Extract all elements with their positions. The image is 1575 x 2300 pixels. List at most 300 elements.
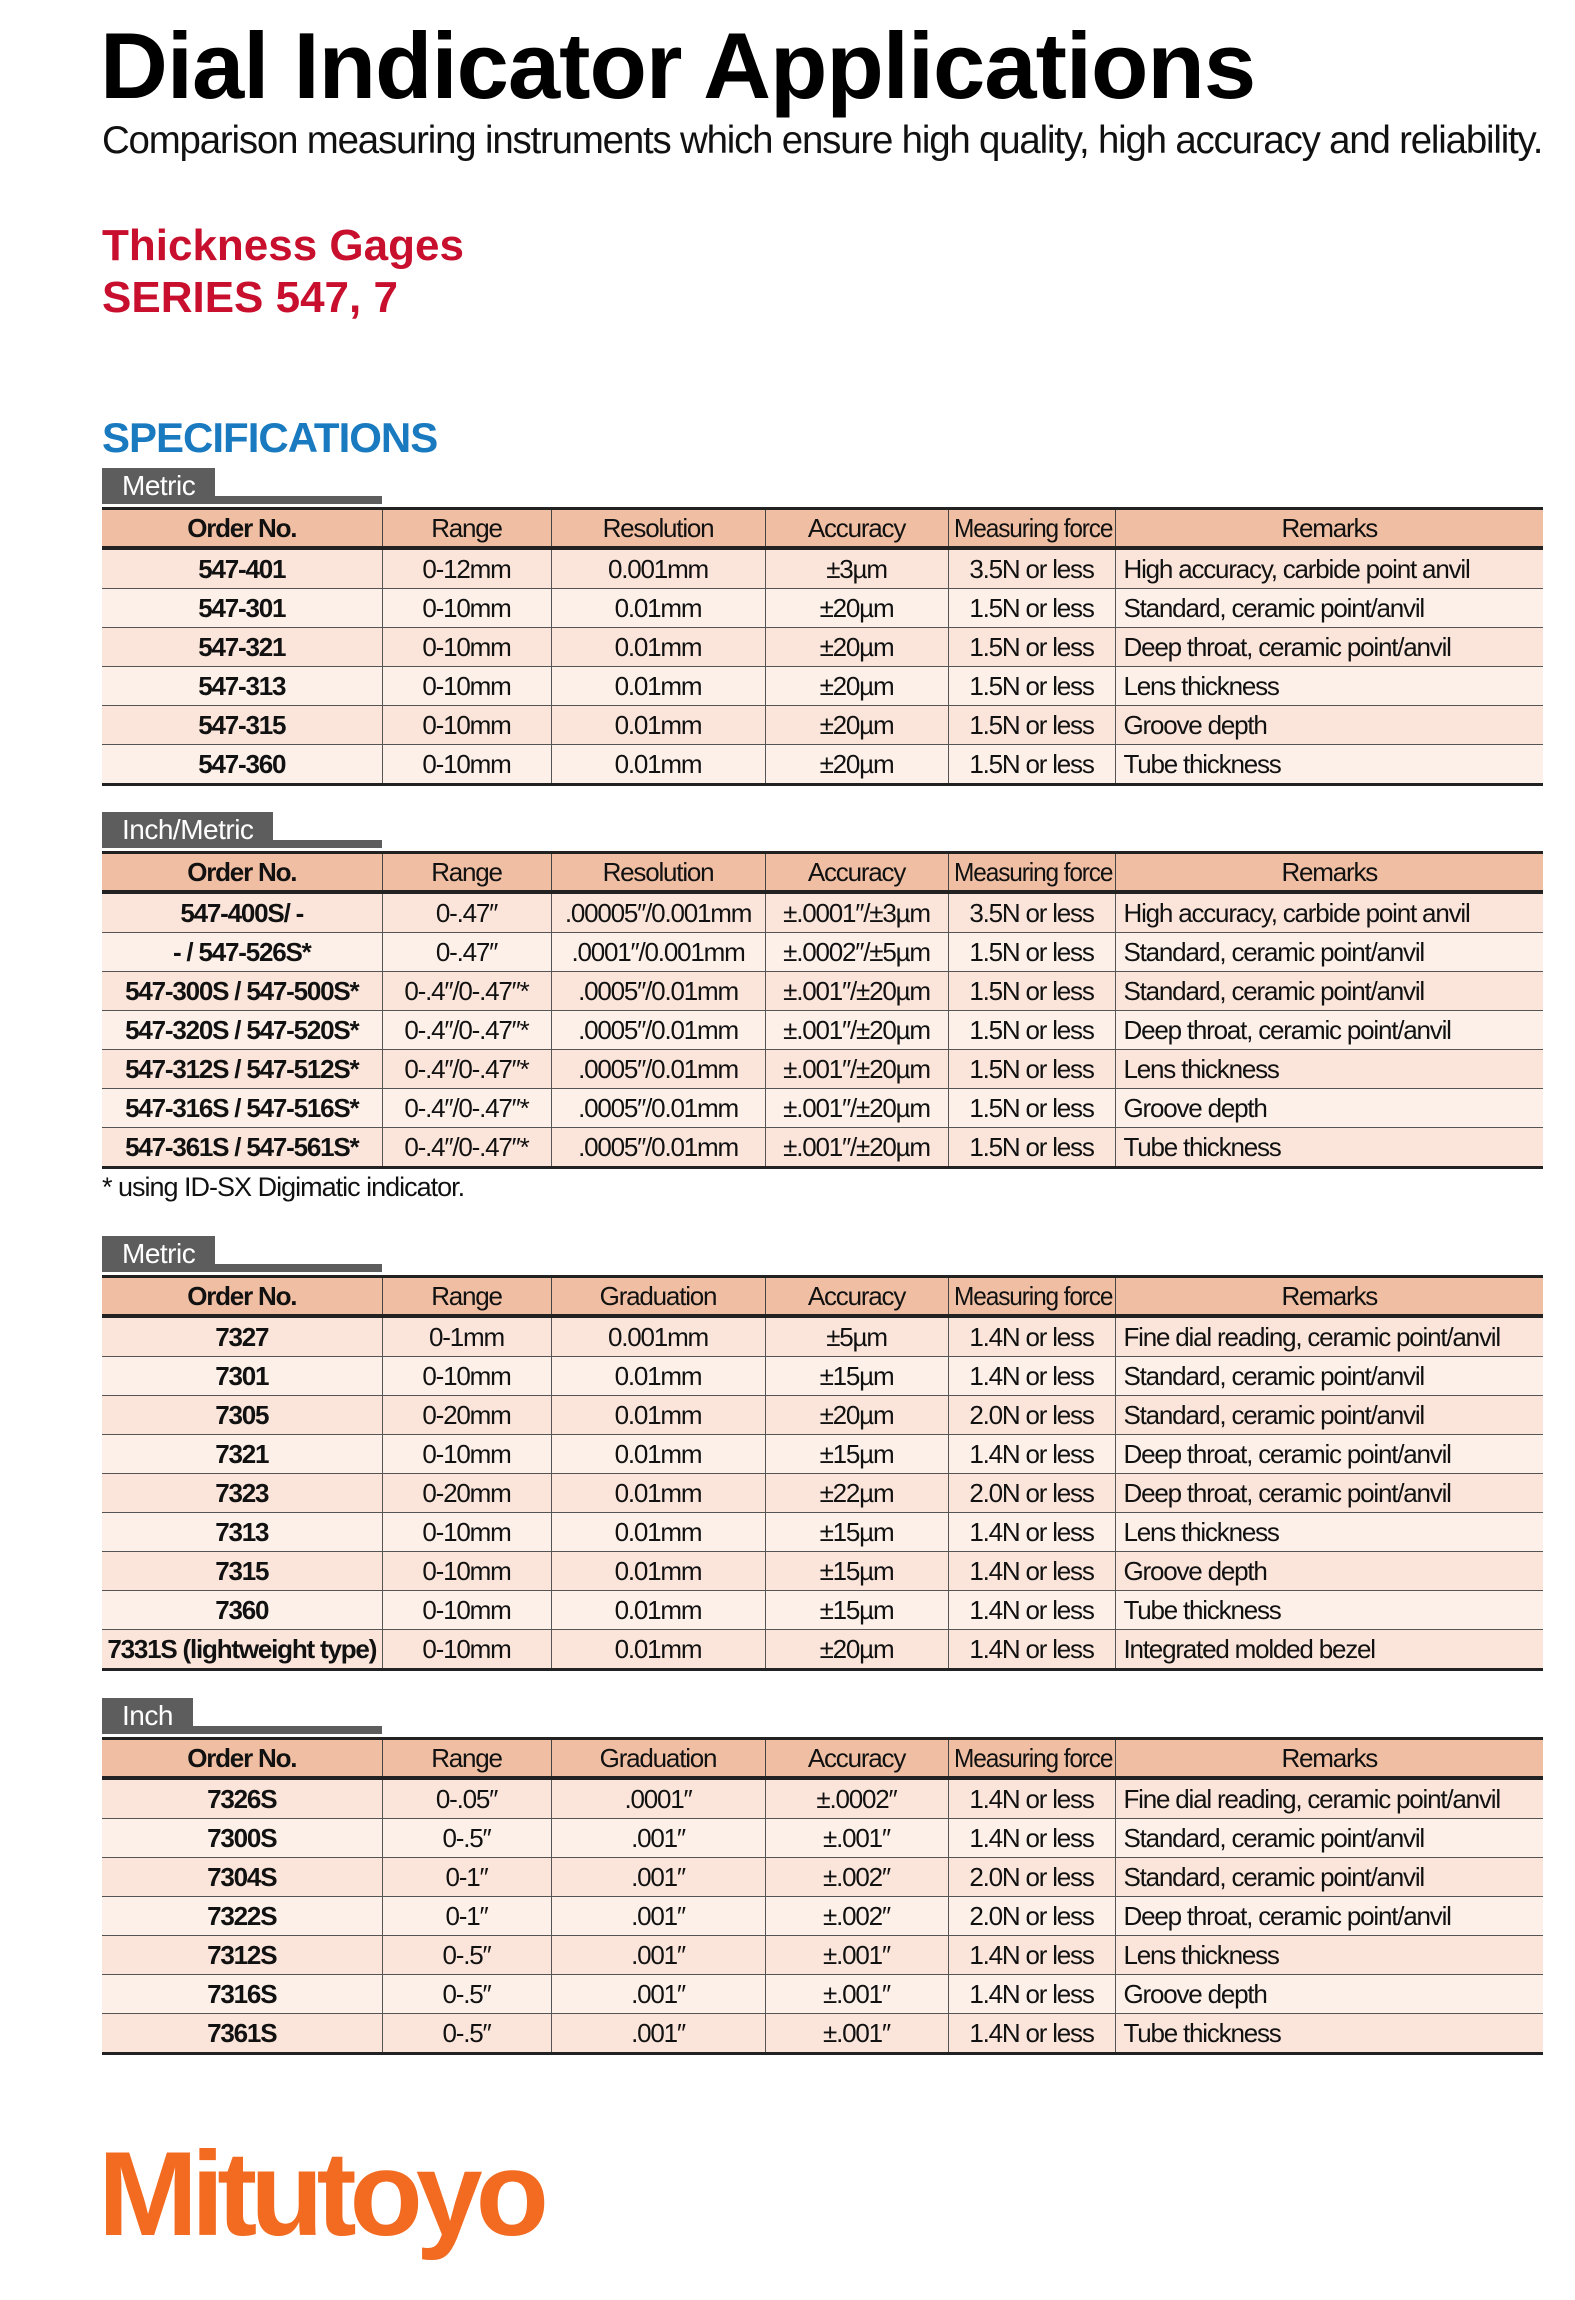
table-cell	[765, 667, 948, 706]
table-cell	[551, 1357, 765, 1396]
table-cell	[102, 706, 382, 745]
table-cell	[551, 548, 765, 589]
table-cell	[382, 1897, 551, 1936]
table-cell	[1115, 1897, 1543, 1936]
column-header	[765, 1277, 948, 1317]
cell-value: 0-.5″	[442, 1822, 491, 1853]
table-cell	[1115, 1357, 1543, 1396]
table-cell	[1115, 1089, 1543, 1128]
column-header	[948, 509, 1115, 549]
cell-value: 1.5N or less	[969, 709, 1094, 740]
cell-value: 547-400S/ -	[180, 897, 304, 928]
cell-value: 0-10mm	[422, 748, 511, 779]
cell-value: 0.01mm	[614, 1477, 702, 1508]
cell-value: ±22µm	[819, 1477, 894, 1508]
cell-value: 0.01mm	[614, 1516, 702, 1547]
table-cell	[948, 1089, 1115, 1128]
table-cell	[948, 1936, 1115, 1975]
table-cell	[948, 1435, 1115, 1474]
cell-value: .0005″/0.01mm	[578, 1131, 738, 1162]
table-cell	[382, 1630, 551, 1670]
table-cell	[102, 1897, 382, 1936]
table-cell	[1115, 1630, 1543, 1670]
table-cell	[765, 1396, 948, 1435]
cell-value: ±.001″	[823, 1978, 890, 2009]
cell-value: 547-321	[198, 631, 286, 662]
cell-value: 1.4N or less	[969, 1939, 1094, 1970]
cell-value: 7313	[215, 1516, 269, 1547]
section-label: Metric	[102, 1236, 215, 1272]
cell-value: 0-10mm	[422, 1633, 511, 1664]
table-cell	[1115, 892, 1543, 933]
table-cell	[765, 1050, 948, 1089]
table-row	[102, 1778, 1543, 1819]
table-cell	[382, 1050, 551, 1089]
cell-value: 0-1″	[445, 1900, 488, 1931]
cell-value: 0-1mm	[429, 1321, 504, 1352]
table-cell	[551, 1128, 765, 1168]
footnote: * using ID-SX Digimatic indicator.	[102, 1172, 465, 1202]
table-cell	[551, 1089, 765, 1128]
table-cell	[765, 1513, 948, 1552]
column-header-label: Range	[431, 512, 502, 543]
cell-value: ±.002″	[823, 1861, 890, 1892]
cell-value: 1.4N or less	[969, 1594, 1094, 1625]
cell-value: 7321	[215, 1438, 269, 1469]
table-cell	[551, 1513, 765, 1552]
table-cell	[765, 1975, 948, 2014]
column-header-label: Range	[431, 1280, 502, 1311]
table-cell	[765, 548, 948, 589]
table-row	[102, 589, 1543, 628]
column-header	[551, 509, 765, 549]
table-cell	[1115, 667, 1543, 706]
table-cell	[948, 1975, 1115, 2014]
cell-value: .0005″/0.01mm	[578, 1092, 738, 1123]
column-header-label: Range	[431, 856, 502, 887]
column-header	[948, 1277, 1115, 1317]
table-cell	[102, 548, 382, 589]
cell-value: Integrated molded bezel	[1123, 1633, 1375, 1664]
cell-value: 547-401	[198, 553, 286, 584]
table-cell	[948, 2014, 1115, 2054]
table-cell	[102, 1396, 382, 1435]
column-header-label: Graduation	[599, 1280, 717, 1311]
table-cell	[1115, 1936, 1543, 1975]
section-label: Inch/Metric	[102, 812, 273, 848]
table-cell	[551, 1552, 765, 1591]
table-cell	[102, 1128, 382, 1168]
table-row	[102, 1089, 1543, 1128]
spec-table-7-inch	[102, 1737, 1543, 2055]
cell-value: ±3µm	[826, 553, 887, 584]
cell-value: ±.0002″/±5µm	[783, 936, 930, 967]
cell-value: Tube thickness	[1123, 1131, 1281, 1162]
table-row	[102, 1050, 1543, 1089]
column-header	[551, 1739, 765, 1779]
table-cell	[102, 1858, 382, 1897]
column-header-label: Order No.	[187, 1742, 297, 1773]
column-header-label: Accuracy	[807, 512, 906, 543]
table-cell	[765, 1819, 948, 1858]
cell-value: Fine dial reading, ceramic point/anvil	[1123, 1321, 1500, 1352]
section-tag-inch-metric	[102, 812, 382, 848]
table-cell	[102, 1316, 382, 1357]
table-cell	[1115, 1819, 1543, 1858]
cell-value: 0-12mm	[422, 553, 511, 584]
mitutoyo-logo: Mitutoyo	[98, 2127, 542, 2261]
table-cell	[382, 1591, 551, 1630]
cell-value: ±.001″/±20µm	[783, 1014, 930, 1045]
cell-value: Standard, ceramic point/anvil	[1123, 1360, 1424, 1391]
cell-value: 0-10mm	[422, 631, 511, 662]
cell-value: 0.01mm	[614, 631, 702, 662]
cell-value: 547-316S / 547-516S*	[125, 1092, 359, 1123]
cell-value: ±5µm	[826, 1321, 887, 1352]
table-cell	[1115, 1128, 1543, 1168]
specifications-heading: SPECIFICATIONS	[102, 414, 438, 461]
table-cell	[1115, 1474, 1543, 1513]
cell-value: 1.5N or less	[969, 748, 1094, 779]
table-cell	[382, 1011, 551, 1050]
column-header	[551, 1277, 765, 1317]
table-cell	[102, 972, 382, 1011]
table-cell	[551, 892, 765, 933]
cell-value: 0-20mm	[422, 1399, 511, 1430]
table-cell	[1115, 1396, 1543, 1435]
cell-value: .001″	[631, 1861, 685, 1892]
cell-value: 0-10mm	[422, 1555, 511, 1586]
cell-value: 1.4N or less	[969, 1321, 1094, 1352]
cell-value: 0.01mm	[614, 1555, 702, 1586]
table-cell	[948, 892, 1115, 933]
column-header-label: Graduation	[599, 1742, 717, 1773]
table-cell	[765, 892, 948, 933]
cell-value: 1.4N or less	[969, 1822, 1094, 1853]
column-header-label: Accuracy	[807, 856, 906, 887]
cell-value: .001″	[631, 2017, 685, 2048]
table-cell	[765, 628, 948, 667]
cell-value: ±.001″/±20µm	[783, 1131, 930, 1162]
cell-value: .0005″/0.01mm	[578, 1053, 738, 1084]
table-header-row	[102, 853, 1543, 893]
table-cell	[382, 589, 551, 628]
table-row	[102, 972, 1543, 1011]
table-header-row	[102, 1277, 1543, 1317]
table-row	[102, 1435, 1543, 1474]
table-row	[102, 1552, 1543, 1591]
table-row	[102, 548, 1543, 589]
table-cell	[551, 1591, 765, 1630]
table-row	[102, 933, 1543, 972]
table-cell	[551, 1975, 765, 2014]
cell-value: 0.01mm	[614, 1633, 702, 1664]
table-row	[102, 706, 1543, 745]
table-cell	[102, 1975, 382, 2014]
table-cell	[382, 706, 551, 745]
table-cell	[948, 1513, 1115, 1552]
table-cell	[102, 745, 382, 785]
table-cell	[551, 1050, 765, 1089]
cell-value: 1.5N or less	[969, 592, 1094, 623]
page-subtitle: Comparison measuring instruments which ensure high quality, high accuracy and reliability.	[102, 119, 1543, 162]
table-cell	[765, 706, 948, 745]
table-row	[102, 892, 1543, 933]
cell-value: 3.5N or less	[969, 897, 1094, 928]
cell-value: 1.4N or less	[969, 1783, 1094, 1814]
cell-value: 0.01mm	[614, 1438, 702, 1469]
table-cell	[1115, 2014, 1543, 2054]
table-cell	[765, 2014, 948, 2054]
cell-value: 0-10mm	[422, 709, 511, 740]
table-cell	[948, 628, 1115, 667]
cell-value: 7315	[215, 1555, 269, 1586]
table-cell	[551, 1897, 765, 1936]
column-header-label: Measuring force	[953, 1280, 1112, 1311]
table-cell	[765, 1316, 948, 1357]
cell-value: .0001″	[624, 1783, 692, 1814]
cell-value: 547-300S / 547-500S*	[125, 975, 359, 1006]
cell-value: 547-361S / 547-561S*	[125, 1131, 359, 1162]
cell-value: 1.5N or less	[969, 1053, 1094, 1084]
cell-value: ±.0002″	[816, 1783, 897, 1814]
table-cell	[382, 1936, 551, 1975]
column-header	[382, 853, 551, 893]
table-cell	[551, 1858, 765, 1897]
table-cell	[382, 1552, 551, 1591]
table-row	[102, 1128, 1543, 1168]
cell-value: 0-.5″	[442, 1978, 491, 2009]
table-cell	[382, 1128, 551, 1168]
table-cell	[102, 1936, 382, 1975]
table-cell	[551, 667, 765, 706]
cell-value: 2.0N or less	[969, 1477, 1094, 1508]
cell-value: 1.4N or less	[969, 1633, 1094, 1664]
table-cell	[102, 1552, 382, 1591]
cell-value: 0.01mm	[614, 709, 702, 740]
cell-value: 547-320S / 547-520S*	[125, 1014, 359, 1045]
cell-value: 7316S	[207, 1978, 277, 2009]
cell-value: 0.001mm	[608, 553, 708, 584]
cell-value: .0005″/0.01mm	[578, 1014, 738, 1045]
table-cell	[948, 1396, 1115, 1435]
table-cell	[765, 933, 948, 972]
table-cell	[1115, 1011, 1543, 1050]
product-heading	[102, 220, 464, 324]
cell-value: Standard, ceramic point/anvil	[1123, 936, 1424, 967]
column-header	[102, 509, 382, 549]
table-cell	[765, 972, 948, 1011]
cell-value: 1.5N or less	[969, 1092, 1094, 1123]
cell-value: Standard, ceramic point/anvil	[1123, 975, 1424, 1006]
cell-value: Standard, ceramic point/anvil	[1123, 592, 1424, 623]
table-cell	[1115, 1552, 1543, 1591]
table-cell	[382, 548, 551, 589]
column-header-label: Order No.	[187, 856, 297, 887]
table-cell	[948, 933, 1115, 972]
table-cell	[1115, 628, 1543, 667]
cell-value: ±15µm	[819, 1438, 894, 1469]
column-header	[382, 1277, 551, 1317]
table-cell	[102, 1819, 382, 1858]
table-cell	[948, 1897, 1115, 1936]
cell-value: 7326S	[207, 1783, 277, 1814]
cell-value: 1.4N or less	[969, 1516, 1094, 1547]
table-cell	[948, 972, 1115, 1011]
cell-value: 3.5N or less	[969, 553, 1094, 584]
cell-value: .00005″/0.001mm	[564, 897, 752, 928]
table-cell	[382, 628, 551, 667]
cell-value: 1.5N or less	[969, 1131, 1094, 1162]
table-cell	[551, 2014, 765, 2054]
table-cell	[551, 589, 765, 628]
column-header	[102, 1739, 382, 1779]
cell-value: 0-10mm	[422, 592, 511, 623]
cell-value: Groove depth	[1123, 1978, 1267, 2009]
table-cell	[765, 1897, 948, 1936]
cell-value: High accuracy, carbide point anvil	[1123, 897, 1470, 928]
column-header	[948, 1739, 1115, 1779]
table-cell	[551, 1936, 765, 1975]
column-header	[1115, 1277, 1543, 1317]
table-cell	[102, 1778, 382, 1819]
column-header-label: Order No.	[187, 512, 297, 543]
cell-value: 0.01mm	[614, 1594, 702, 1625]
table-cell	[551, 1316, 765, 1357]
table-row	[102, 667, 1543, 706]
cell-value: Lens thickness	[1123, 1939, 1279, 1970]
table-cell	[1115, 972, 1543, 1011]
cell-value: 0-10mm	[422, 670, 511, 701]
table-cell	[948, 706, 1115, 745]
table-cell	[948, 589, 1115, 628]
table-cell	[102, 1513, 382, 1552]
cell-value: 7361S	[207, 2017, 277, 2048]
cell-value: 2.0N or less	[969, 1399, 1094, 1430]
table-cell	[948, 1630, 1115, 1670]
cell-value: Groove depth	[1123, 1092, 1267, 1123]
cell-value: 1.5N or less	[969, 631, 1094, 662]
cell-value: .001″	[631, 1900, 685, 1931]
column-header	[1115, 509, 1543, 549]
table-cell	[1115, 1513, 1543, 1552]
table-cell	[382, 1858, 551, 1897]
table-cell	[102, 1050, 382, 1089]
table-cell	[1115, 745, 1543, 785]
table-cell	[382, 1975, 551, 2014]
cell-value: 0-10mm	[422, 1594, 511, 1625]
cell-value: Standard, ceramic point/anvil	[1123, 1399, 1424, 1430]
table-cell	[1115, 1050, 1543, 1089]
cell-value: 1.5N or less	[969, 975, 1094, 1006]
cell-value: 7312S	[207, 1939, 277, 1970]
table-header-row	[102, 509, 1543, 549]
cell-value: Deep throat, ceramic point/anvil	[1123, 1438, 1451, 1469]
cell-value: 0-.4″/0-.47″*	[404, 1092, 529, 1123]
table-cell	[382, 1513, 551, 1552]
column-header-label: Accuracy	[807, 1742, 906, 1773]
cell-value: ±20µm	[819, 1399, 894, 1430]
spec-table-547-inch-metric	[102, 851, 1543, 1169]
table-cell	[1115, 1975, 1543, 2014]
cell-value: 0-.4″/0-.47″*	[404, 975, 529, 1006]
cell-value: Groove depth	[1123, 709, 1267, 740]
cell-value: 1.5N or less	[969, 936, 1094, 967]
table-cell	[102, 1435, 382, 1474]
cell-value: Lens thickness	[1123, 1053, 1279, 1084]
cell-value: 0-.4″/0-.47″*	[404, 1131, 529, 1162]
column-header	[1115, 853, 1543, 893]
table-cell	[551, 1474, 765, 1513]
cell-value: .001″	[631, 1822, 685, 1853]
column-header-label: Measuring force	[953, 856, 1112, 887]
column-header	[382, 1739, 551, 1779]
table-cell	[102, 1474, 382, 1513]
column-header-label: Remarks	[1281, 856, 1378, 887]
table-cell	[948, 1316, 1115, 1357]
table-cell	[102, 1011, 382, 1050]
table-cell	[948, 548, 1115, 589]
table-cell	[382, 1396, 551, 1435]
cell-value: 7305	[215, 1399, 269, 1430]
cell-value: ±.001″/±20µm	[783, 975, 930, 1006]
cell-value: ±.001″	[823, 1939, 890, 1970]
table-cell	[382, 1819, 551, 1858]
table-row	[102, 1011, 1543, 1050]
cell-value: 2.0N or less	[969, 1900, 1094, 1931]
cell-value: 0-20mm	[422, 1477, 511, 1508]
table-row	[102, 1591, 1543, 1630]
column-header-label: Order No.	[187, 1280, 297, 1311]
cell-value: Deep throat, ceramic point/anvil	[1123, 1477, 1451, 1508]
cell-value: 0.01mm	[614, 1399, 702, 1430]
table-cell	[551, 972, 765, 1011]
cell-value: ±20µm	[819, 1633, 894, 1664]
cell-value: Tube thickness	[1123, 2017, 1281, 2048]
table-cell	[102, 933, 382, 972]
table-row	[102, 1513, 1543, 1552]
spec-table-7-metric	[102, 1275, 1543, 1671]
table-cell	[551, 628, 765, 667]
table-cell	[948, 1552, 1115, 1591]
table-cell	[948, 1357, 1115, 1396]
table-row	[102, 2014, 1543, 2054]
table-row	[102, 1396, 1543, 1435]
cell-value: 0.01mm	[614, 1360, 702, 1391]
cell-value: 7323	[215, 1477, 269, 1508]
table-cell	[551, 1778, 765, 1819]
cell-value: Deep throat, ceramic point/anvil	[1123, 1900, 1451, 1931]
cell-value: 0-1″	[445, 1861, 488, 1892]
table-row	[102, 1975, 1543, 2014]
cell-value: Lens thickness	[1123, 1516, 1279, 1547]
cell-value: Deep throat, ceramic point/anvil	[1123, 631, 1451, 662]
table-cell	[382, 2014, 551, 2054]
cell-value: Lens thickness	[1123, 670, 1279, 701]
table-cell	[382, 972, 551, 1011]
table-cell	[765, 1435, 948, 1474]
column-header	[765, 509, 948, 549]
cell-value: Deep throat, ceramic point/anvil	[1123, 1014, 1451, 1045]
table-cell	[551, 1011, 765, 1050]
cell-value: 0-10mm	[422, 1360, 511, 1391]
table-cell	[948, 1591, 1115, 1630]
cell-value: ±20µm	[819, 670, 894, 701]
table-row	[102, 1858, 1543, 1897]
table-cell	[948, 1050, 1115, 1089]
column-header	[551, 853, 765, 893]
cell-value: Fine dial reading, ceramic point/anvil	[1123, 1783, 1500, 1814]
